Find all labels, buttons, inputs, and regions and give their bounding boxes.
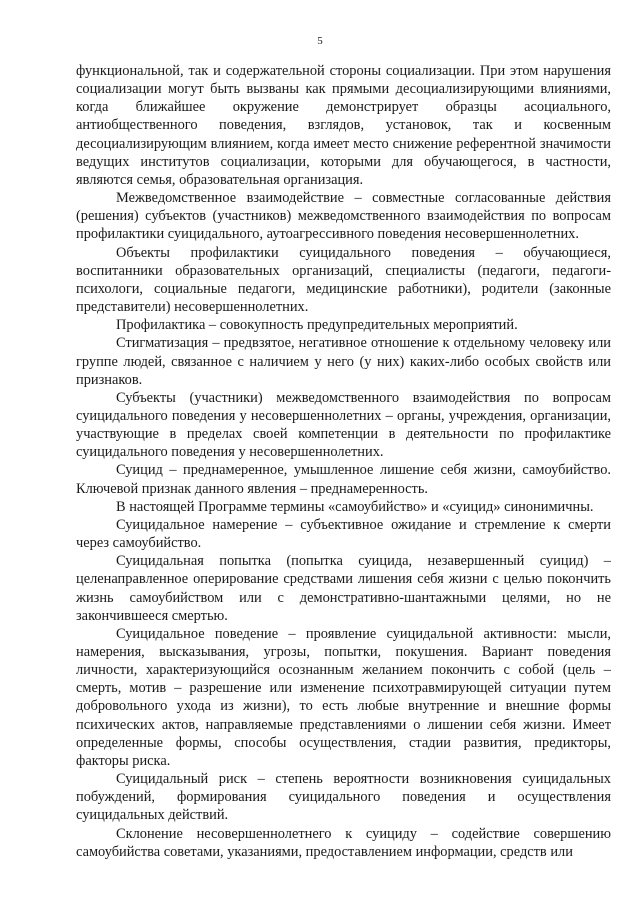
paragraph: Суицидальное намерение – субъективное ожидание и стремление к смерти через самоубийство.: [76, 516, 611, 552]
body-text: [76, 62, 611, 861]
paragraph: Суицидальный риск – степень вероятности возникновения суицидальных побуждений, формирования суицидального поведения и осуществления суицидальных действий.: [76, 771, 611, 824]
paragraph: Склонение несовершеннолетнего к суициду – содействие совершению самоубийства советами, указаниями, предоставлением информации, средств или: [76, 825, 611, 860]
paragraph: Субъекты (участники) межведомственного взаимодействия по вопросам суицидального поведения у несовершеннолетних – органы, учреждения, организации, участвующие в пределах своей компетенции в деятельности по профилактике суицидального поведения у несовершеннолетних.: [76, 389, 611, 461]
paragraph: Суицидальная попытка (попытка суицида, незавершенный суицид) – целенаправленное оперирование средствами лишения себя жизни с целью покончить жизнь самоубийством или с демонстративно-шантажными целями, но не закончившееся смертью.: [76, 553, 611, 624]
page-number: 5: [317, 35, 323, 47]
paragraph: В настоящей Программе термины «самоубийство» и «суицид» синонимичны.: [116, 498, 594, 515]
paragraph: Профилактика – совокупность предупредительных мероприятий.: [116, 317, 518, 334]
paragraph: функциональной, так и содержательной стороны социализации. При этом нарушения социализации могут быть вызваны как прямыми десоциализирующими влияниями, когда ближайшее окружение демонстрирует образцы асоциального, антиобщественного поведения, взглядов, установок, так и косвенным десоциализирующим влиянием, когда имеет место снижение референтной значимости ведущих институтов социализации, которыми для обучающегося, в частности, являются семья, образовательная организация.: [76, 63, 611, 188]
paragraph: Суицид – преднамеренное, умышленное лишение себя жизни, самоубийство. Ключевой признак данного явления – преднамеренность.: [76, 462, 611, 497]
paragraph: Межведомственное взаимодействие – совместные согласованные действия (решения) субъектов (участников) межведомственного взаимодействия по вопросам профилактики суицидального, аутоагрессивного поведения несовершеннолетних.: [76, 190, 611, 243]
paragraph: Суицидальное поведение – проявление суицидальной активности: мысли, намерения, высказывания, угрозы, попытки, покушения. Вариант поведения личности, характеризующийся осознанным желанием покончить с собой (цель – смерть, мотив – разрешение или изменение психотравмирующей ситуации путем добровольного ухода из жизни), то есть любые внутренние и внешние формы психических актов, направляемые представлениями о лишении себя жизни. Имеет определенные формы, способы осуществления, стадии развития, предикторы, факторы риска.: [76, 625, 611, 769]
paragraph: Объекты профилактики суицидального поведения – обучающиеся, воспитанники образовательных организаций, специалисты (педагоги, педагоги-психологи, социальные педагоги, медицинские работники), родители (законные представители) несовершеннолетних.: [76, 244, 611, 316]
paragraph: Стигматизация – предвзятое, негативное отношение к отдельному человеку или группе людей, связанное с наличием у него (у них) каких-либо особых свойств или признаков.: [76, 335, 611, 388]
